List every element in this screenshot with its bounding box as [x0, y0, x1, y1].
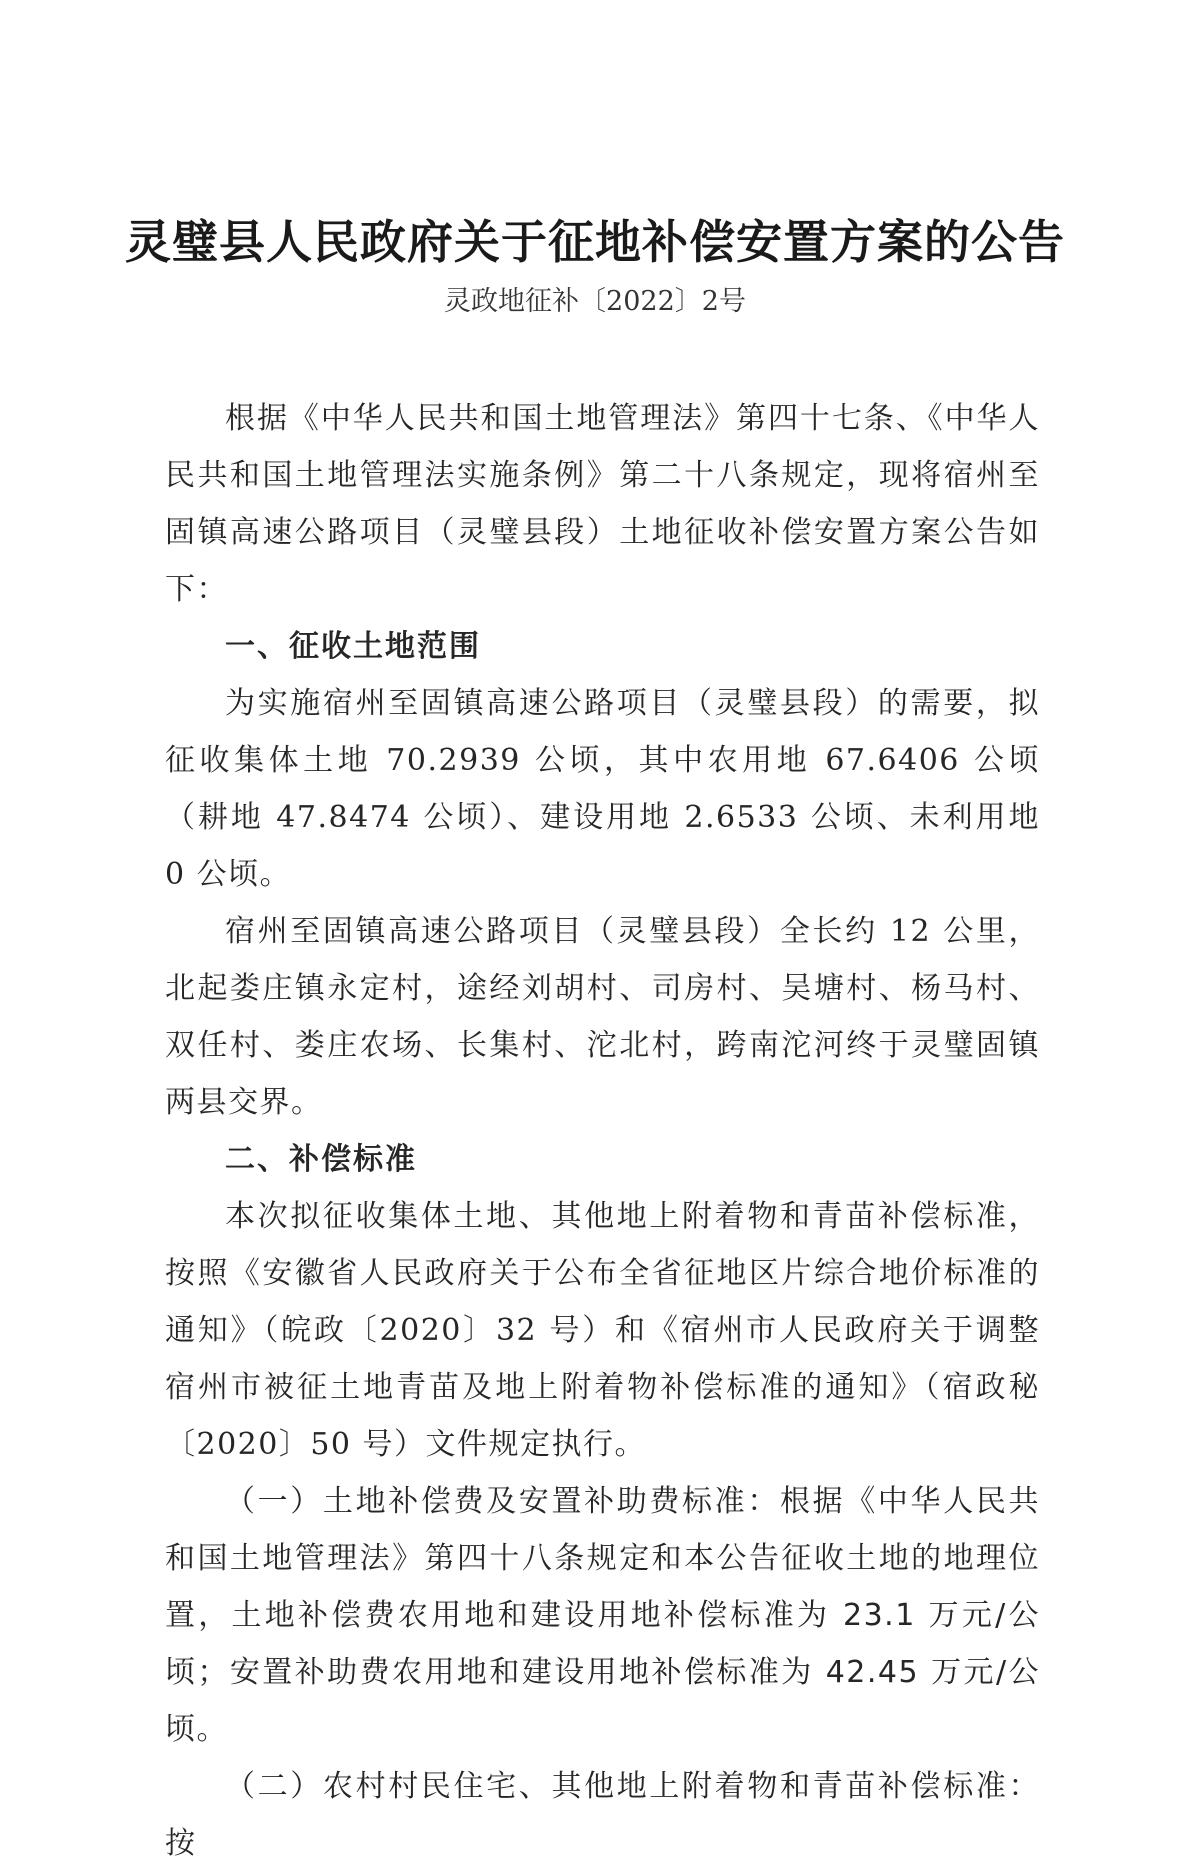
scope-route-paragraph: 宿州至固镇高速公路项目（灵璧县段）全长约 12 公里，北起娄庄镇永定村，途经刘胡村、司房村、吴塘村、杨马村、双任村、娄庄农场、长集村、沱北村，跨南沱河终于灵璧固镇两县交界。 — [165, 914, 1040, 1120]
intro-paragraph: 根据《中华人民共和国土地管理法》第四十七条、《中华人民共和国土地管理法实施条例》第二十八条规定，现将宿州至固镇高速公路项目（灵璧县段）土地征收补偿安置方案公告如下： — [165, 401, 1040, 607]
section-heading-standards: 二、补偿标准 — [225, 1142, 417, 1177]
section-heading-scope: 一、征收土地范围 — [225, 629, 481, 664]
housing-compensation-paragraph: （二）农村村民住宅、其他地上附着物和青苗补偿标准：按 — [165, 1769, 1040, 1861]
land-compensation-paragraph: （一）土地补偿费及安置补助费标准：根据《中华人民共和国土地管理法》第四十八条规定和本公告征收土地的地理位置，土地补偿费农用地和建设用地补偿标准为 23.1 万元/公顷；安置补助费农用地和建设用地补偿标准为 42.45 万元/公顷。 — [165, 1484, 1040, 1747]
standards-paragraph: 本次拟征收集体土地、其他地上附着物和青苗补偿标准，按照《安徽省人民政府关于公布全省征地区片综合地价标准的通知》（皖政〔2020〕32 号）和《宿州市人民政府关于调整宿州市被征土地青苗及地上附着物补偿标准的通知》（宿政秘〔2020〕50 号）文件规定执行。 — [165, 1199, 1040, 1462]
document-number: 灵政地征补〔2022〕2号 — [444, 286, 746, 317]
scope-area-paragraph: 为实施宿州至固镇高速公路项目（灵璧县段）的需要，拟征收集体土地 70.2939 公顷，其中农用地 67.6406 公顷（耕地 47.8474 公顷）、建设用地 2.6533 公顷、未利用地 0 公顷。 — [165, 686, 1040, 892]
document-title: 灵璧县人民政府关于征地补偿安置方案的公告 — [125, 215, 1065, 269]
document-body — [165, 390, 1040, 1872]
